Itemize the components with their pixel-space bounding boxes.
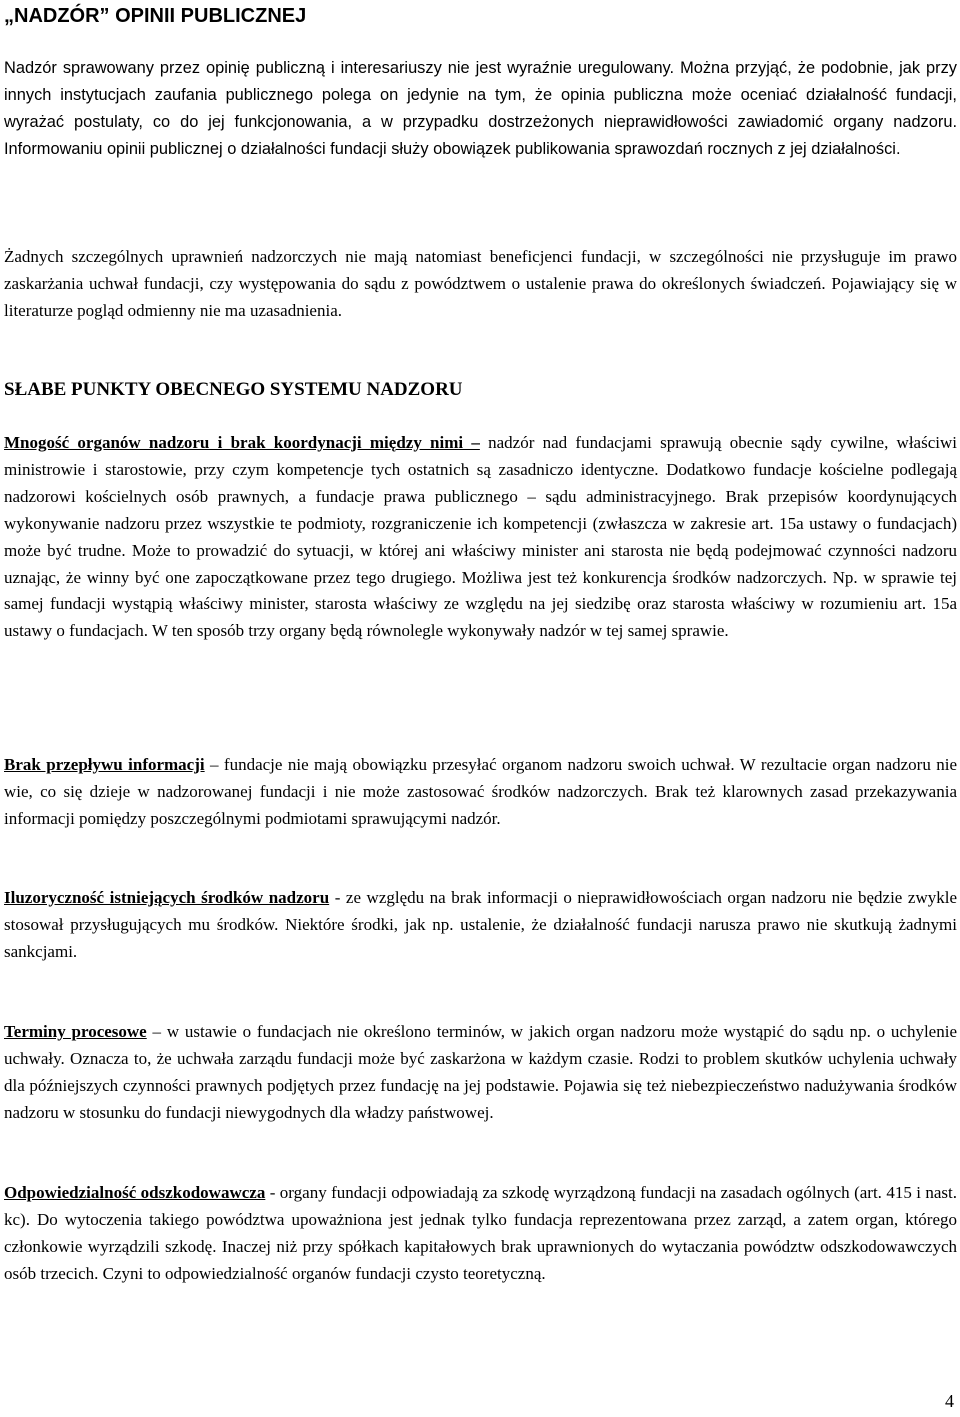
page-number: 4 xyxy=(945,1391,954,1411)
paragraph-weak-point-4 xyxy=(4,1019,957,1127)
section-heading-public-opinion: „NADZÓR” OPINII PUBLICZNEJ xyxy=(4,5,307,27)
paragraph-lead-term: Iluzoryczność istniejących środków nadzoru xyxy=(4,888,330,907)
paragraph-public-opinion-2: Żadnych szczególnych uprawnień nadzorczych nie mają natomiast beneficjenci fundacji, w szczególności nie przysługuje im prawo zaskarżania uchwał fundacji, czy występowania do sądu z powództwem o ustalenie prawa do określonych świadczeń. Pojawiający się w literaturze pogląd odmienny nie ma uzasadnienia. xyxy=(4,247,957,320)
paragraph-body: nadzór nad fundacjami sprawują obecnie sądy cywilne, właściwi ministrowie i starostowie, przy czym kompetencje tych ostatnich są zasadniczo identyczne. Dodatkowo fundacje kościelne podlegają nadzorowi kościelnych osób prawnych, a fundacje prawa publicznego – sądu administracyjnego. Brak przepisów koordynujących wykonywanie nadzoru przez wszystkie te podmioty, rozgraniczenie ich kompetencji (zwłaszcza w zakresie art. 15a ustawy o fundacjach) może być trudne. Może to prowadzić do sytuacji, w której ani właściwy minister ani starosta nie będą podejmować czynności nadzoru uznając, że winny być one zapoczątkowane przez tego drugiego. Możliwa jest też konkurencja środków nadzorczych. Np. w sprawie tej samej fundacji wystąpią właściwy minister, starosta właściwy ze względu na jej siedzibę oraz starosta właściwy w rozumieniu art. 15a ustawy o fundacjach. W ten sposób trzy organy będą równolegle wykonywały nadzór w tej samej sprawie. xyxy=(4,433,957,641)
paragraph-body: – w ustawie o fundacjach nie określono terminów, w jakich organ nadzoru może wystąpić do sądu np. o uchylenie uchwały. Oznacza to, że uchwała zarządu fundacji może być zaskarżona w każdym czasie. Rodzi to problem skutków uchylenia uchwały dla późniejszych czynności prawnych podjętych przez fundację na jej podstawie. Pojawia się też niebezpieczeństwo nadużywania środków nadzoru w stosunku do fundacji niewygodnych dla władzy państwowej. xyxy=(4,1022,957,1122)
paragraph-lead-term: Odpowiedzialność odszkodowawcza xyxy=(4,1183,266,1202)
paragraph-weak-point-2 xyxy=(4,752,957,833)
paragraph-weak-point-5 xyxy=(4,1180,957,1288)
paragraph-weak-point-1 xyxy=(4,430,957,645)
paragraph-lead-term: Brak przepływu informacji xyxy=(4,755,205,774)
paragraph-weak-point-3 xyxy=(4,885,957,966)
paragraph-body: - ze względu na brak informacji o nieprawidłowościach organ nadzoru nie będzie zwykle stosował przysługujących mu środków. Niektóre środki, jak np. ustalenie, że działalność fundacji narusza prawo nie skutkują żadnymi sankcjami. xyxy=(4,888,957,961)
paragraph-body: – fundacje nie mają obowiązku przesyłać organom nadzoru swoich uchwał. W rezultacie organ nadzoru nie wie, co się dzieje w nadzorowanej fundacji i nie może zastosować środków nadzorczych. Brak też klarownych zasad przekazywania informacji pomiędzy poszczególnymi podmiotami sprawującymi nadzór. xyxy=(4,755,957,828)
paragraph-body: - organy fundacji odpowiadają za szkodę wyrządzoną fundacji na zasadach ogólnych (art. 415 i nast. kc). Do wytoczenia takiego powództwa upoważniona jest jednak tylko fundacja reprezentowana przez zarząd, a zatem organ, którego członkowie wyrządzili szkodę. Inaczej niż przy spółkach kapitałowych brak uprawnionych do wytaczania powództw odszkodowawczych osób trzecich. Czyni to odpowiedzialność organów fundacji czysto teoretyczną. xyxy=(4,1183,957,1283)
section-heading-weak-points: SŁABE PUNKTY OBECNEGO SYSTEMU NADZORU xyxy=(4,379,463,400)
paragraph-lead-term: Terminy procesowe xyxy=(4,1022,147,1041)
paragraph-public-opinion-1: Nadzór sprawowany przez opinię publiczną i interesariuszy nie jest wyraźnie uregulowany. Można przyjąć, że podobnie, jak przy innych instytucjach zaufania publicznego polega on jedynie na tym, że opinia publiczna może oceniać działalność fundacji, wyrażać postulaty, co do jej funkcjonowania, a w przypadku dostrzeżonych nieprawidłowości zawiadomić organy nadzoru. Informowaniu opinii publicznej o działalności fundacji służy obowiązek publikowania sprawozdań rocznych z jej działalności. xyxy=(4,59,957,158)
paragraph-lead-term: Mnogość organów nadzoru i brak koordynacji między nimi – xyxy=(4,433,480,452)
